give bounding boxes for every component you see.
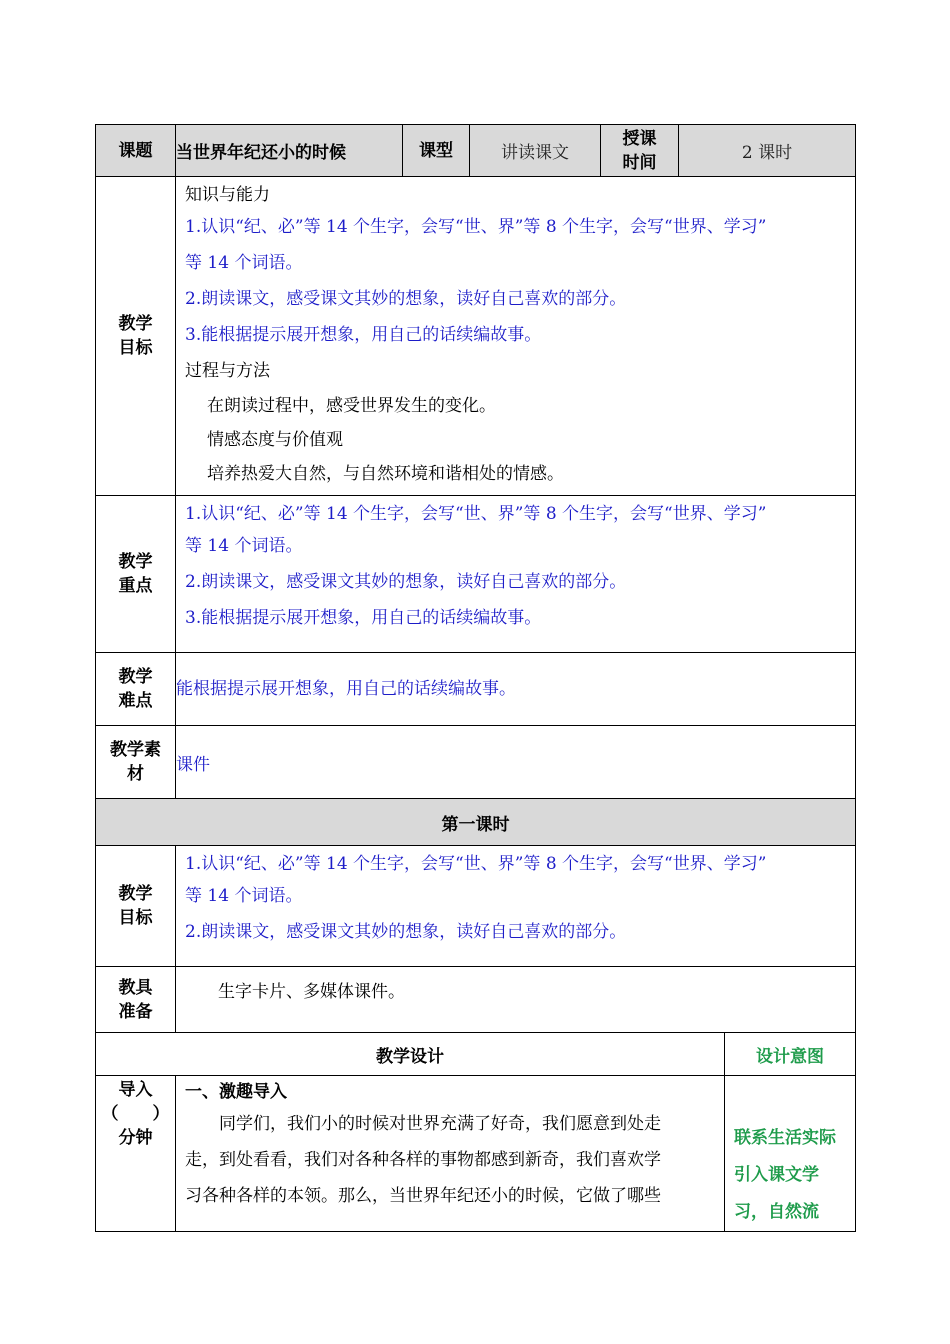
- goals-line: 3.能根据提示展开想象，用自己的话续编故事。: [185, 325, 542, 345]
- materials-text: 课件: [176, 726, 856, 799]
- intro-content: [176, 1076, 725, 1232]
- goals-line: 2.朗读课文，感受课文其妙的想象，读好自己喜欢的部分。: [185, 289, 627, 309]
- goals-label-line1: 教学: [118, 314, 153, 334]
- intro-label-line3: 分钟: [118, 1128, 153, 1148]
- goals-line: 等 14 个词语。: [185, 253, 303, 273]
- intro-line: 同学们，我们小的时候对世界充满了好奇，我们愿意到处走: [219, 1114, 661, 1134]
- design-header-row: [96, 1033, 856, 1076]
- time-value: 2 课时: [679, 125, 856, 177]
- key-point-line: 2.朗读课文，感受课文其妙的想象，读好自己喜欢的部分。: [185, 572, 627, 592]
- goals-line: 情感态度与价值观: [207, 430, 343, 450]
- materials-label-line2: 材: [127, 764, 144, 784]
- lesson1-goals-label: [96, 846, 176, 967]
- lesson1-goals-label-line1: 教学: [118, 884, 153, 904]
- key-points-label-line2: 重点: [118, 576, 153, 596]
- intent-title: 设计意图: [725, 1033, 856, 1076]
- goals-content: [176, 177, 856, 496]
- key-points-label: [96, 496, 176, 653]
- tools-label-line2: 准备: [118, 1001, 153, 1022]
- difficulty-label-line1: 教学: [118, 667, 153, 687]
- header-row: [96, 125, 856, 177]
- lesson1-goal-line: 2.朗读课文，感受课文其妙的想象，读好自己喜欢的部分。: [185, 922, 627, 942]
- type-value: 讲读课文: [470, 125, 601, 177]
- key-points-content: [176, 496, 856, 653]
- goals-line: 在朗读过程中，感受世界发生的变化。: [207, 396, 496, 416]
- design-title: 教学设计: [96, 1033, 725, 1076]
- key-point-line: 1.认识“纪、必”等 14 个生字，会写“世、界”等 8 个生字，会写“世界、学习”: [185, 504, 767, 524]
- key-point-line: 等 14 个词语。: [185, 536, 303, 556]
- materials-label-line1: 教学素: [110, 740, 161, 760]
- goals-line: 培养热爱大自然，与自然环境和谐相处的情感。: [207, 464, 564, 484]
- tools-row: [96, 967, 856, 1033]
- intro-line: 习各种各样的本领。那么，当世界年纪还小的时候，它做了哪些: [185, 1186, 661, 1206]
- difficulty-label-line2: 难点: [118, 691, 153, 711]
- intent-line: 联系生活实际: [734, 1128, 836, 1148]
- materials-label: [96, 726, 176, 799]
- lesson1-goal-line: 1.认识“纪、必”等 14 个生字，会写“世、界”等 8 个生字，会写“世界、学习”: [185, 854, 767, 874]
- lesson1-goal-line: 等 14 个词语。: [185, 886, 303, 906]
- intro-label-line2: （ ）: [101, 1104, 170, 1124]
- intent-content: [725, 1076, 856, 1232]
- key-point-line: 3.能根据提示展开想象，用自己的话续编故事。: [185, 608, 542, 628]
- difficulty-label: [96, 653, 176, 726]
- tools-label: [96, 967, 176, 1033]
- goals-line: 知识与能力: [185, 185, 270, 205]
- lesson1-title-row: [96, 799, 856, 846]
- difficulty-row: [96, 653, 856, 726]
- difficulty-text: 能根据提示展开想象，用自己的话续编故事。: [176, 653, 856, 726]
- time-label: [601, 125, 679, 177]
- lesson1-goals-label-line2: 目标: [118, 908, 153, 928]
- lesson1-goals-row: [96, 846, 856, 967]
- time-label-line2: 时间: [622, 152, 657, 173]
- materials-row: [96, 726, 856, 799]
- lesson1-title: 第一课时: [96, 799, 856, 846]
- topic-label: 课题: [96, 125, 176, 177]
- tools-label-line1: 教具: [118, 977, 153, 998]
- key-points-label-line1: 教学: [118, 552, 153, 572]
- lesson-plan-table: [95, 124, 856, 1232]
- type-label: 课型: [403, 125, 470, 177]
- intro-label-line1: 导入: [118, 1080, 153, 1100]
- time-label-line1: 授课: [622, 128, 657, 149]
- goals-line: 过程与方法: [185, 361, 270, 381]
- topic-value: 当世界年纪还小的时候: [176, 125, 403, 177]
- intent-line: 习，自然流: [734, 1202, 819, 1222]
- tools-text: 生字卡片、多媒体课件。: [176, 967, 856, 1033]
- lesson1-goals-content: [176, 846, 856, 967]
- goals-label: [96, 177, 176, 496]
- goals-label-line2: 目标: [118, 338, 153, 358]
- goals-line: 1.认识“纪、必”等 14 个生字，会写“世、界”等 8 个生字，会写“世界、学习”: [185, 217, 767, 237]
- intro-line: 走，到处看看，我们对各种各样的事物都感到新奇，我们喜欢学: [185, 1150, 661, 1170]
- key-points-row: [96, 496, 856, 653]
- intro-row: [96, 1076, 856, 1232]
- intro-heading: 一、激趣导入: [185, 1082, 287, 1102]
- intent-line: 引入课文学: [734, 1165, 819, 1185]
- intro-label: [96, 1076, 176, 1232]
- goals-row: [96, 177, 856, 496]
